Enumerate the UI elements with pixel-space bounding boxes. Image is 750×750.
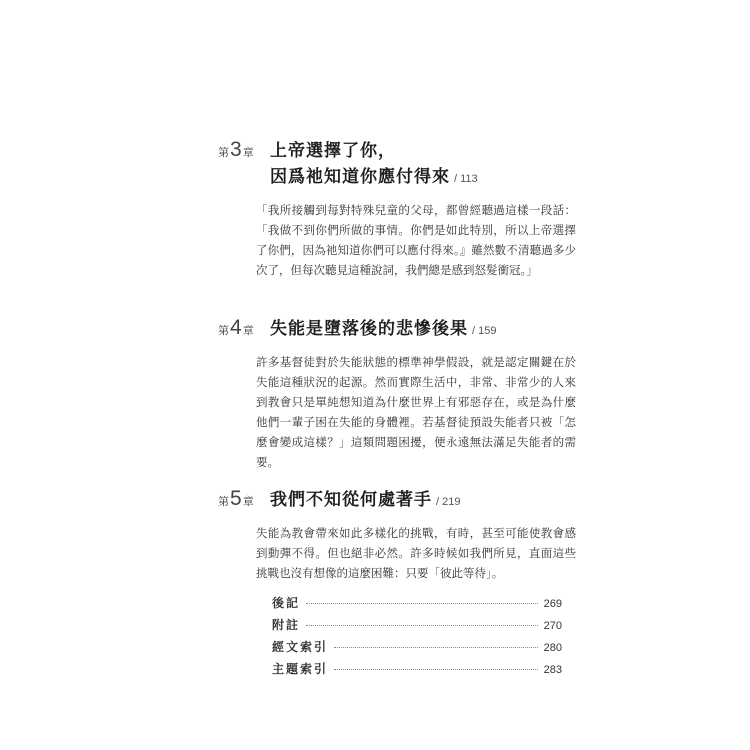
toc-label: 主題索引 xyxy=(272,662,329,676)
toc-row-subject-index[interactable] xyxy=(272,660,562,682)
chapter-4-title xyxy=(270,316,496,344)
toc-page-number: 269 xyxy=(543,598,562,610)
chapter-4-number-label xyxy=(218,316,270,340)
chapter-4-heading xyxy=(218,316,598,344)
chapter-3-heading xyxy=(218,138,598,192)
toc-leader-dots xyxy=(334,647,538,648)
chapter-number: 5 xyxy=(230,487,242,510)
chapter-3-page: / 113 xyxy=(454,173,478,185)
chapter-5-summary: 失能為教會帶來如此多樣化的挑戰，有時，甚至可能使教會感到動彈不得。但也絕非必然。許多時候如我們所見，直面這些挑戰也沒有想像的這麼困難：只要「彼此等待」。 xyxy=(256,526,576,580)
back-matter-toc xyxy=(272,594,562,682)
chapter-number: 4 xyxy=(230,316,242,339)
chapter-3-title-line2: 因爲祂知道你應付得來 xyxy=(270,167,450,187)
chapter-3-summary: 「我所接觸到每對特殊兒童的父母，都曾經聽過這樣一段話：「我做不到你們所做的事情。你們是如此特別，所以上帝選擇了你們，因為祂知道你們可以應付得來。』雖然數不清聽過多少次了，但每次聽見這種說詞，我們總是感到怒髮衝冠。」 xyxy=(256,203,576,277)
toc-label: 後記 xyxy=(272,596,301,610)
toc-leader-dots xyxy=(306,625,538,626)
chapter-3-title-line2-wrap xyxy=(270,164,478,192)
chapter-5-number-label xyxy=(218,487,270,511)
chapter-5-title xyxy=(270,487,460,515)
toc-page-number: 280 xyxy=(543,642,562,654)
toc-label: 附註 xyxy=(272,618,301,632)
toc-row-notes[interactable] xyxy=(272,616,562,638)
toc-label: 經文索引 xyxy=(272,640,329,654)
chapter-number: 3 xyxy=(230,138,242,161)
chapter-3-title xyxy=(270,138,478,192)
toc-leader-dots xyxy=(306,603,538,604)
chapter-suffix: 章 xyxy=(242,146,254,159)
chapter-4-title-text: 失能是墮落後的悲慘後果 xyxy=(270,319,468,339)
toc-page-number: 270 xyxy=(543,620,562,632)
chapter-4-page: / 159 xyxy=(472,325,497,337)
toc-leader-dots xyxy=(334,669,538,670)
chapter-5-title-text: 我們不知從何處著手 xyxy=(270,490,432,510)
chapter-prefix: 第 xyxy=(218,146,229,159)
chapter-5 xyxy=(218,487,598,583)
chapter-3-number-label xyxy=(218,138,270,162)
chapter-5-heading xyxy=(218,487,598,515)
chapter-suffix: 章 xyxy=(242,324,254,337)
toc-row-afterword[interactable] xyxy=(272,594,562,616)
chapter-suffix: 章 xyxy=(242,495,254,508)
chapter-5-page: / 219 xyxy=(436,496,461,508)
toc-page-number: 283 xyxy=(543,664,562,676)
chapter-prefix: 第 xyxy=(218,495,229,508)
toc-row-scripture-index[interactable] xyxy=(272,638,562,660)
chapter-3 xyxy=(218,138,598,280)
chapter-4 xyxy=(218,316,598,472)
chapter-3-title-line1: 上帝選擇了你， xyxy=(270,141,396,161)
chapter-prefix: 第 xyxy=(218,324,229,337)
chapter-4-summary: 許多基督徒對於失能狀態的標準神學假設，就是認定關鍵在於失能這種狀況的起源。然而實際生活中，非常、非常少的人來到教會只是單純想知道為什麼世界上有邪惡存在，或是為什麼他們一輩子困在失能的身體裡。若基督徒預設失能者只被「怎麼會變成這樣？」這類問題困擾，便永遠無法滿足失能者的需要。 xyxy=(256,355,576,469)
